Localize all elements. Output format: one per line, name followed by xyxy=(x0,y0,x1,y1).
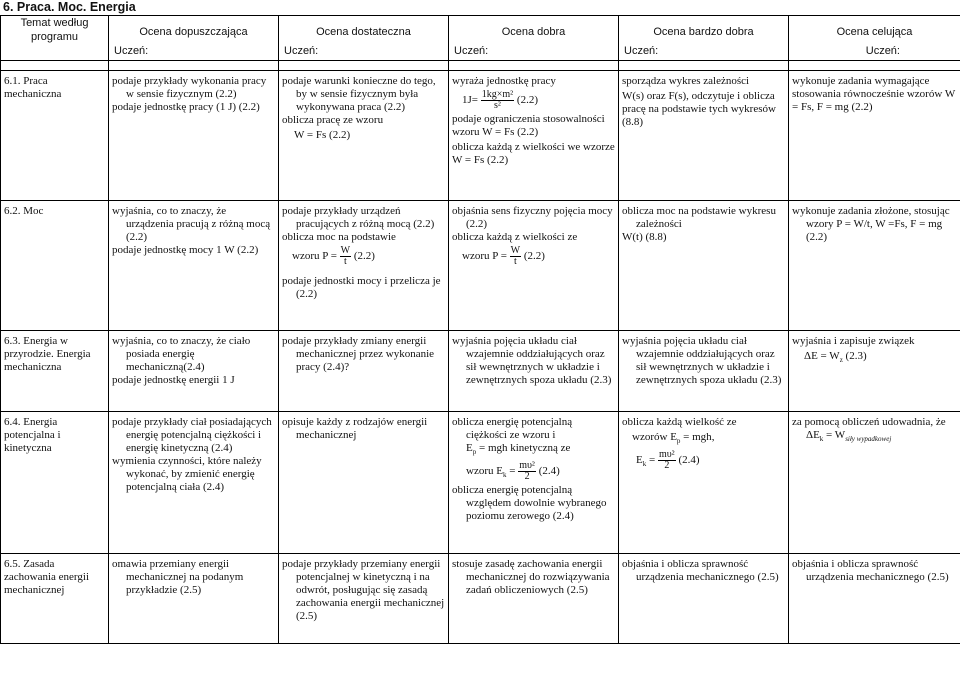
table-row xyxy=(1,331,960,412)
table-row xyxy=(1,201,960,331)
topic-cell: 6.3. Energia w przyrodzie. Energia mechaniczna xyxy=(1,331,109,412)
dost-cell: opisuje każdy z rodzajów energii mechanicznej xyxy=(279,412,449,554)
dost-cell: podaje przykłady zmiany energii mechanicznej przez wykonanie pracy (2.4)? xyxy=(279,331,449,412)
table-row xyxy=(1,554,960,644)
bdb-cell: oblicza moc na podstawie wykresu zależności W(t) (8.8) xyxy=(619,201,789,331)
header-topic: Temat według programu xyxy=(1,16,109,61)
dobra-cell: objaśnia sens fizyczny pojęcia mocy (2.2) oblicza każdą z wielkości ze wzoru P = $\frac{W}{t}$ (2.2) xyxy=(449,201,619,331)
header-celujaca: Ocena celująca Uczeń: xyxy=(789,16,960,61)
bdb-cell: oblicza każdą wielkość ze wzorów $E_p$ = mgh, $E_k$ = $\frac{\text{mυ²}}{2}$ (2.4) xyxy=(619,412,789,554)
bdb-cell: objaśnia i oblicza sprawność urządzenia mechanicznego (2.5) xyxy=(619,554,789,644)
header-dopuszczajaca: Ocena dopuszczająca Uczeń: xyxy=(109,16,279,61)
dost-cell: podaje przykłady przemiany energii potencjalnej w kinetyczną i na odwrót, posługując się zasadą zachowania energii mechanicznej (2.5) xyxy=(279,554,449,644)
topic-cell: 6.1. Praca mechaniczna xyxy=(1,71,109,201)
topic-cell: 6.2. Moc xyxy=(1,201,109,331)
cel-cell: wykonuje zadania wymagające stosowania równocześnie wzorów W = Fs, F = mg (2.2) xyxy=(789,71,960,201)
dop-cell: wyjaśnia, co to znaczy, że ciało posiada energię mechaniczną(2.4) podaje jednostkę energii 1 J xyxy=(109,331,279,412)
dop-cell: omawia przemiany energii mechanicznej na podanym przykładzie (2.5) xyxy=(109,554,279,644)
page-title: 6. Praca. Moc. Energia xyxy=(3,0,136,14)
topic-cell: 6.4. Energia potencjalna i kinetyczna xyxy=(1,412,109,554)
dobra-cell: oblicza energię potencjalną ciężkości ze wzoru i $E_p$ = mgh kinetyczną ze wzoru $E_k$ = $\frac{\text{mυ²}}{2}$ (2.4) oblicza energię potencjalną względem dowolnie wybranego poziomu zerowego (2.4) xyxy=(449,412,619,554)
cel-cell: objaśnia i oblicza sprawność urządzenia mechanicznego (2.5) xyxy=(789,554,960,644)
cel-cell: za pomocą obliczeń udowadnia, że $\Delta E_k = W_{siły wypadkowej}$ xyxy=(789,412,960,554)
header-row xyxy=(1,16,960,61)
dobra-cell: stosuje zasadę zachowania energii mechanicznej do rozwiązywania zadań obliczeniowych (2.5) xyxy=(449,554,619,644)
dost-cell: podaje warunki konieczne do tego, by w sensie fizycznym była wykonywana praca (2.2) oblicza pracę ze wzoru W = Fs (2.2) xyxy=(279,71,449,201)
table-row xyxy=(1,412,960,554)
dobra-cell: wyjaśnia pojęcia układu ciał wzajemnie oddziałujących oraz sił wewnętrznych w układzie i zewnętrznych spoza układu (2.3) xyxy=(449,331,619,412)
requirements-table xyxy=(0,15,960,644)
table-row xyxy=(1,71,960,201)
header-dobra: Ocena dobra Uczeń: xyxy=(449,16,619,61)
topic-cell: 6.5. Zasada zachowania energii mechanicznej xyxy=(1,554,109,644)
bdb-cell: sporządza wykres zależności W(s) oraz F(s), odczytuje i oblicza pracę na podstawie tych wykresów (8.8) xyxy=(619,71,789,201)
bdb-cell: wyjaśnia pojęcia układu ciał wzajemnie oddziałujących oraz sił wewnętrznych w układzie i zewnętrznych spoza układu (2.3) xyxy=(619,331,789,412)
dop-cell: wyjaśnia, co to znaczy, że urządzenia pracują z różną mocą (2.2) podaje jednostkę mocy 1 W (2.2) xyxy=(109,201,279,331)
dobra-cell: wyraża jednostkę pracy 1J= $\frac{\text{1kg×m²}}{\text{s²}}$ (2.2) podaje ograniczenia stosowalności wzoru W = Fs (2.2) oblicza każdą z wielkości we wzorze W = Fs (2.2) xyxy=(449,71,619,201)
header-dostateczna: Ocena dostateczna Uczeń: xyxy=(279,16,449,61)
dop-cell: podaje przykłady ciał posiadających energię potencjalną ciężkości i energię kinetyczną (2.4) wymienia czynności, które należy wykonać, by zmienić energię potencjalną ciała (2.4) xyxy=(109,412,279,554)
dost-cell: podaje przykłady urządzeń pracujących z różną mocą (2.2) oblicza moc na podstawie wzoru P = $\frac{W}{t}$ (2.2) podaje jednostki mocy i przelicza je (2.2) xyxy=(279,201,449,331)
dop-cell: podaje przykłady wykonania pracy w sensie fizycznym (2.2) podaje jednostkę pracy (1 J) (2.2) xyxy=(109,71,279,201)
cel-cell: wykonuje zadania złożone, stosując wzory P = W/t, W =Fs, F = mg (2.2) xyxy=(789,201,960,331)
cel-cell: wyjaśnia i zapisuje związek $\Delta E = W_z$ (2.3) xyxy=(789,331,960,412)
header-bardzo-dobra: Ocena bardzo dobra Uczeń: xyxy=(619,16,789,61)
